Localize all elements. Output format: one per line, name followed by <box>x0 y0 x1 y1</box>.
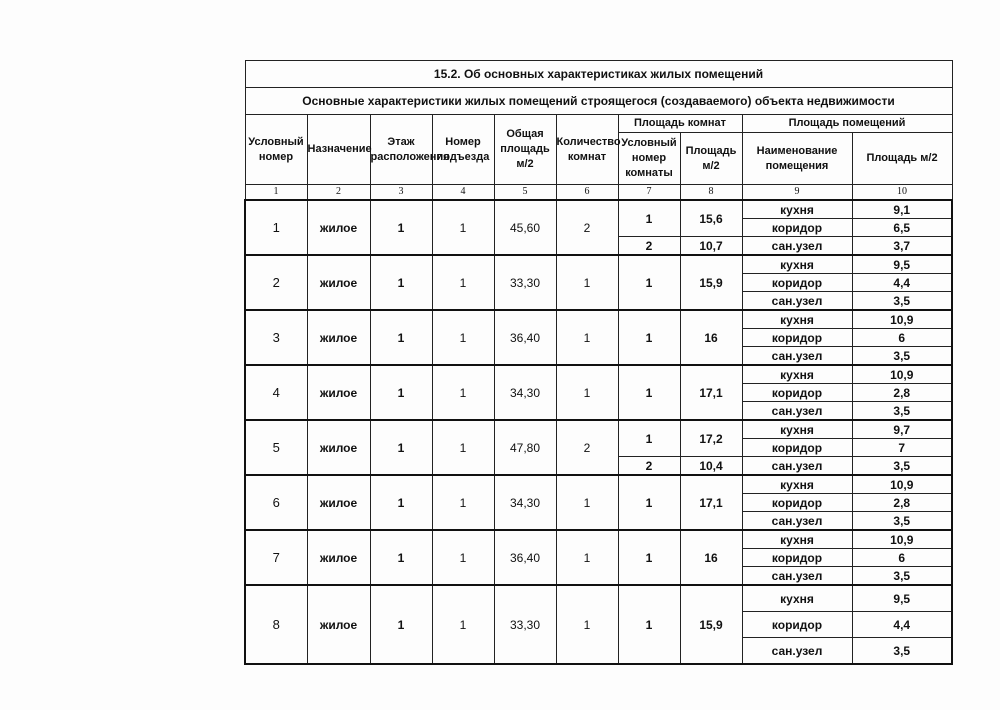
premise-name: сан.узел <box>742 512 852 531</box>
apartment-group <box>245 530 952 585</box>
premise-name: коридор <box>742 439 852 457</box>
header-podezd: Номер подъезда <box>432 115 494 185</box>
apartment-number: 7 <box>245 530 307 585</box>
premise-name: кухня <box>742 310 852 329</box>
apartment-entrance: 1 <box>432 530 494 585</box>
premise-area: 6 <box>852 549 952 567</box>
premise-area: 3,7 <box>852 237 952 256</box>
premise-name: кухня <box>742 530 852 549</box>
premise-name: кухня <box>742 255 852 274</box>
apartment-group <box>245 475 952 530</box>
apartment-purpose: жилое <box>307 200 370 255</box>
table-row <box>245 365 952 384</box>
header-naimenovanie: Наименование помещения <box>742 133 852 185</box>
table-row <box>245 475 952 494</box>
apartment-entrance: 1 <box>432 585 494 664</box>
column-number: 1 <box>245 185 307 201</box>
premise-name: сан.узел <box>742 457 852 476</box>
room-area: 15,9 <box>680 585 742 664</box>
apartment-group <box>245 310 952 365</box>
room-area: 16 <box>680 310 742 365</box>
premise-name: кухня <box>742 365 852 384</box>
premise-area: 2,8 <box>852 384 952 402</box>
apartments-table <box>244 60 953 665</box>
premise-area: 3,5 <box>852 292 952 311</box>
premise-name: сан.узел <box>742 237 852 256</box>
room-number: 1 <box>618 200 680 237</box>
premise-name: коридор <box>742 384 852 402</box>
premise-area: 3,5 <box>852 347 952 366</box>
apartment-group <box>245 255 952 310</box>
apartment-total-area: 34,30 <box>494 475 556 530</box>
document-sheet <box>244 60 952 665</box>
apartment-purpose: жилое <box>307 255 370 310</box>
column-number: 3 <box>370 185 432 201</box>
premise-name: сан.узел <box>742 402 852 421</box>
apartment-group <box>245 585 952 664</box>
apartment-number: 3 <box>245 310 307 365</box>
header-naznachenie: Назначение <box>307 115 370 185</box>
apartment-total-area: 36,40 <box>494 310 556 365</box>
room-area: 10,4 <box>680 457 742 476</box>
column-number: 9 <box>742 185 852 201</box>
apartment-rooms-count: 2 <box>556 200 618 255</box>
apartment-total-area: 47,80 <box>494 420 556 475</box>
apartment-rooms-count: 2 <box>556 420 618 475</box>
premise-name: коридор <box>742 612 852 638</box>
premise-area: 9,5 <box>852 585 952 612</box>
apartment-floor: 1 <box>370 365 432 420</box>
apartment-total-area: 33,30 <box>494 255 556 310</box>
premise-area: 3,5 <box>852 567 952 586</box>
table-row <box>245 310 952 329</box>
apartment-group <box>245 420 952 475</box>
column-number: 6 <box>556 185 618 201</box>
apartment-entrance: 1 <box>432 420 494 475</box>
apartment-floor: 1 <box>370 530 432 585</box>
apartment-entrance: 1 <box>432 475 494 530</box>
premise-area: 4,4 <box>852 612 952 638</box>
apartment-entrance: 1 <box>432 200 494 255</box>
header-obshaya: Общая площадь м/2 <box>494 115 556 185</box>
premise-area: 10,9 <box>852 310 952 329</box>
premise-area: 9,7 <box>852 420 952 439</box>
apartment-number: 8 <box>245 585 307 664</box>
apartment-purpose: жилое <box>307 585 370 664</box>
premise-area: 3,5 <box>852 402 952 421</box>
premise-area: 10,9 <box>852 475 952 494</box>
column-number: 7 <box>618 185 680 201</box>
apartment-number: 4 <box>245 365 307 420</box>
section-title: 15.2. Об основных характеристиках жилых помещений <box>245 61 952 88</box>
apartment-total-area: 34,30 <box>494 365 556 420</box>
premise-name: коридор <box>742 274 852 292</box>
room-area: 17,1 <box>680 365 742 420</box>
apartment-purpose: жилое <box>307 530 370 585</box>
premise-area: 3,5 <box>852 512 952 531</box>
room-number: 1 <box>618 420 680 457</box>
table-row <box>245 255 952 274</box>
table-row <box>245 420 952 439</box>
premise-area: 9,1 <box>852 200 952 219</box>
premise-name: кухня <box>742 200 852 219</box>
apartment-floor: 1 <box>370 475 432 530</box>
header-etazh: Этаж расположения <box>370 115 432 185</box>
apartment-number: 5 <box>245 420 307 475</box>
premise-area: 2,8 <box>852 494 952 512</box>
apartment-floor: 1 <box>370 200 432 255</box>
column-number: 10 <box>852 185 952 201</box>
header-uslovny-nomer: Условный номер <box>245 115 307 185</box>
apartment-rooms-count: 1 <box>556 310 618 365</box>
apartment-total-area: 33,30 <box>494 585 556 664</box>
room-number: 1 <box>618 530 680 585</box>
room-number: 1 <box>618 475 680 530</box>
room-area: 15,9 <box>680 255 742 310</box>
apartment-rooms-count: 1 <box>556 475 618 530</box>
room-number: 1 <box>618 255 680 310</box>
premise-area: 3,5 <box>852 638 952 665</box>
apartment-total-area: 36,40 <box>494 530 556 585</box>
apartment-floor: 1 <box>370 255 432 310</box>
premise-area: 6 <box>852 329 952 347</box>
premise-name: коридор <box>742 329 852 347</box>
premise-area: 3,5 <box>852 457 952 476</box>
apartment-floor: 1 <box>370 310 432 365</box>
premise-area: 7 <box>852 439 952 457</box>
apartment-group <box>245 365 952 420</box>
apartment-entrance: 1 <box>432 365 494 420</box>
premise-name: коридор <box>742 549 852 567</box>
room-area: 17,2 <box>680 420 742 457</box>
premise-area: 10,9 <box>852 530 952 549</box>
column-number: 5 <box>494 185 556 201</box>
room-area: 15,6 <box>680 200 742 237</box>
table-row <box>245 530 952 549</box>
column-number: 4 <box>432 185 494 201</box>
room-area: 17,1 <box>680 475 742 530</box>
apartment-number: 6 <box>245 475 307 530</box>
premise-name: кухня <box>742 475 852 494</box>
premise-name: кухня <box>742 585 852 612</box>
premise-area: 10,9 <box>852 365 952 384</box>
column-number: 8 <box>680 185 742 201</box>
room-number: 1 <box>618 310 680 365</box>
header-uslovny-nomer-komnaty: Условный номер комнаты <box>618 133 680 185</box>
apartment-purpose: жилое <box>307 365 370 420</box>
apartment-rooms-count: 1 <box>556 365 618 420</box>
premise-name: коридор <box>742 494 852 512</box>
premise-name: коридор <box>742 219 852 237</box>
header-kolichestvo: Количество комнат <box>556 115 618 185</box>
room-number: 1 <box>618 365 680 420</box>
room-area: 16 <box>680 530 742 585</box>
apartment-rooms-count: 1 <box>556 585 618 664</box>
column-number: 2 <box>307 185 370 201</box>
apartment-total-area: 45,60 <box>494 200 556 255</box>
table-row <box>245 585 952 612</box>
apartment-number: 2 <box>245 255 307 310</box>
premise-area: 9,5 <box>852 255 952 274</box>
room-number: 2 <box>618 237 680 256</box>
apartment-rooms-count: 1 <box>556 255 618 310</box>
premise-name: сан.узел <box>742 347 852 366</box>
premise-name: сан.узел <box>742 638 852 665</box>
room-number: 2 <box>618 457 680 476</box>
apartment-purpose: жилое <box>307 420 370 475</box>
apartment-floor: 1 <box>370 585 432 664</box>
premise-name: сан.узел <box>742 292 852 311</box>
room-area: 10,7 <box>680 237 742 256</box>
apartment-purpose: жилое <box>307 310 370 365</box>
premise-name: сан.узел <box>742 567 852 586</box>
apartment-rooms-count: 1 <box>556 530 618 585</box>
premise-area: 6,5 <box>852 219 952 237</box>
premise-area: 4,4 <box>852 274 952 292</box>
header-ploshad-m2-2: Площадь м/2 <box>852 133 952 185</box>
apartment-purpose: жилое <box>307 475 370 530</box>
apartment-entrance: 1 <box>432 255 494 310</box>
room-number: 1 <box>618 585 680 664</box>
apartment-floor: 1 <box>370 420 432 475</box>
apartment-group <box>245 200 952 255</box>
section-subtitle: Основные характеристики жилых помещений строящегося (создаваемого) объекта недвижимости <box>245 88 952 115</box>
column-numbers-row <box>245 185 952 201</box>
header-ploshad-m2: Площадь м/2 <box>680 133 742 185</box>
apartment-entrance: 1 <box>432 310 494 365</box>
apartment-number: 1 <box>245 200 307 255</box>
table-row <box>245 200 952 219</box>
header-ploshad-pomesheniy: Площадь помещений <box>742 115 952 133</box>
header-ploshad-komnat: Площадь комнат <box>618 115 742 133</box>
premise-name: кухня <box>742 420 852 439</box>
